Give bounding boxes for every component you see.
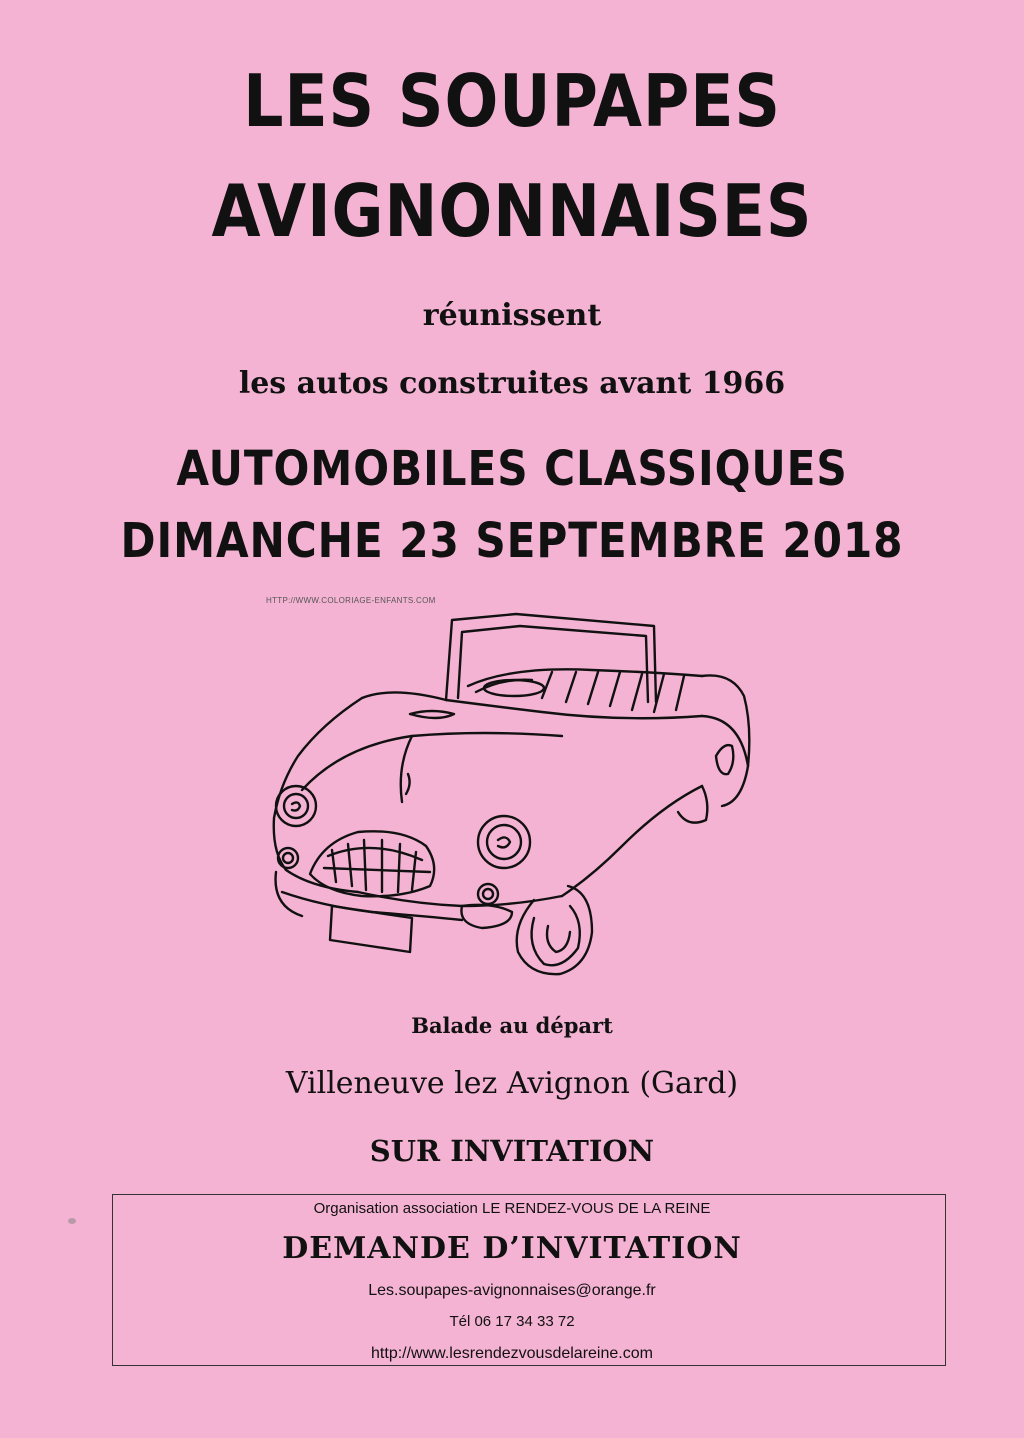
- website-link[interactable]: http://www.lesrendezvousdelareine.com: [371, 1345, 653, 1362]
- subtitle-reunissent: réunissent: [422, 298, 602, 333]
- subtitle-autos: les autos construites avant 1966: [238, 366, 786, 401]
- title-line-1: LES SOUPAPES: [243, 59, 781, 143]
- title-line-2: AVIGNONNAISES: [211, 169, 813, 253]
- balade-label: Balade au départ: [411, 1013, 613, 1038]
- contact-email-link[interactable]: Les.soupapes-avignonnaises@orange.fr: [368, 1282, 656, 1299]
- invitation-notice: SUR INVITATION: [369, 1134, 655, 1168]
- illustration-credit: HTTP://WWW.COLORIAGE-ENFANTS.COM: [266, 596, 436, 605]
- vintage-convertible-car-icon: [262, 606, 762, 986]
- location-text: Villeneuve lez Avignon (Gard): [285, 1066, 739, 1101]
- headline-date: DIMANCHE 23 SEPTEMBRE 2018: [120, 513, 904, 569]
- organisation-line: Organisation association LE RENDEZ-VOUS DE LA REINE: [313, 1200, 711, 1217]
- demande-invitation-heading: DEMANDE D’INVITATION: [282, 1231, 742, 1266]
- headline-classiques: AUTOMOBILES CLASSIQUES: [176, 441, 848, 497]
- contact-phone: Tél 06 17 34 33 72: [449, 1313, 575, 1330]
